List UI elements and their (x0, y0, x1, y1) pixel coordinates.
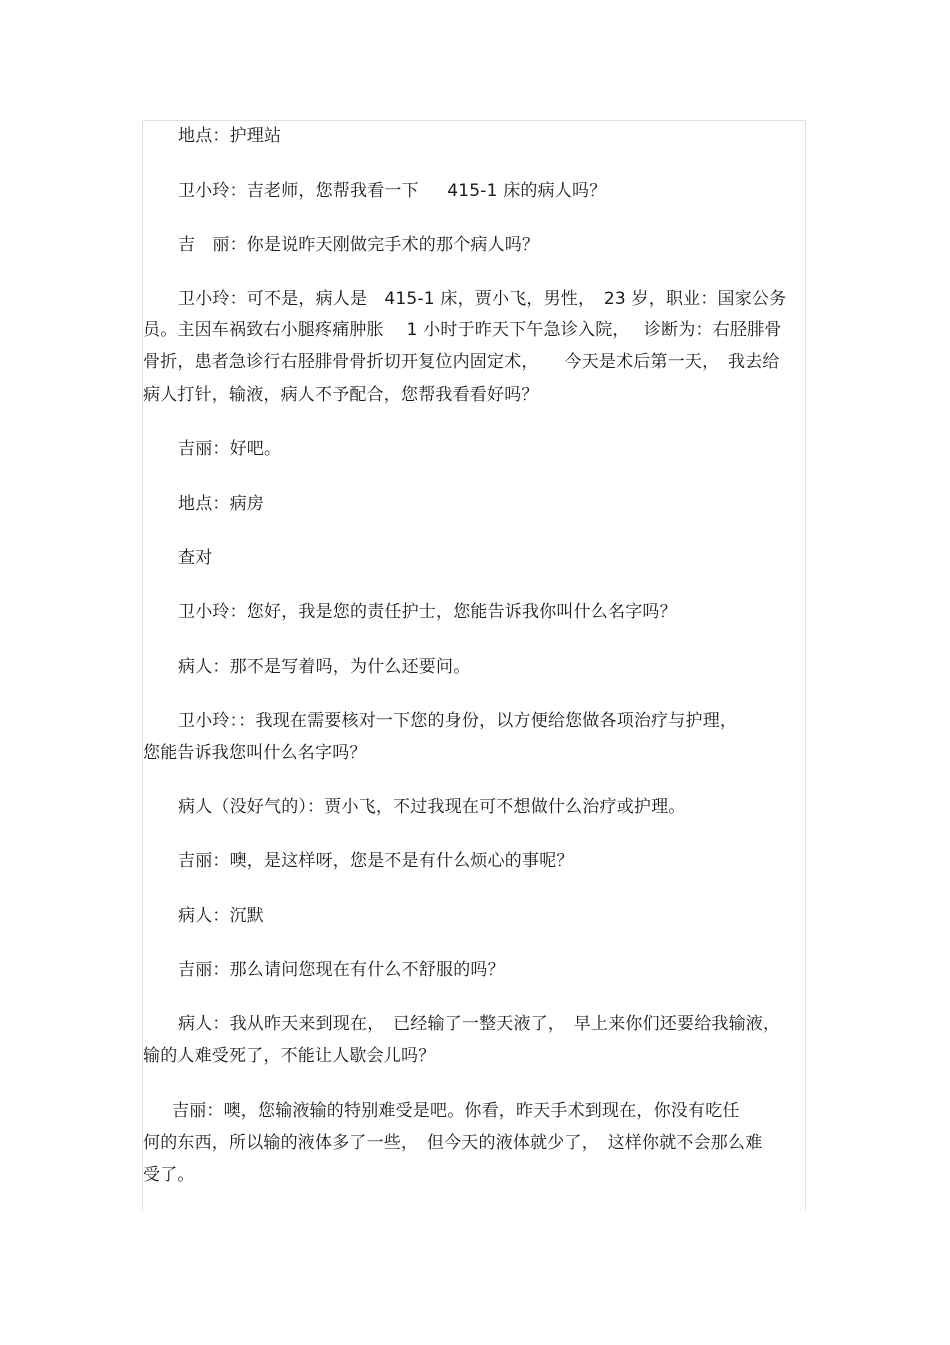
text-line: 卫小玲：可不是，病人是 415-1 床，贾小飞，男性， 23 岁，职业：国家公务 (178, 289, 787, 309)
text-line: 卫小玲：：我现在需要核对一下您的身份，以方便给您做各项治疗与护理， (178, 711, 738, 731)
text-line: 吉丽：好吧。 (178, 439, 282, 459)
text-line: 吉丽：那么请问您现在有什么不舒服的吗？ (178, 960, 505, 980)
text-line: 卫小玲：您好，我是您的责任护士，您能告诉我你叫什么名字吗？ (178, 602, 677, 622)
text-line: 输的人难受死了，不能让人歇会儿吗？ (143, 1046, 436, 1066)
text-line: 吉丽：噢，是这样呀，您是不是有什么烦心的事呢？ (178, 851, 574, 871)
text-line: 病人：我从昨天来到现在， 已经输了一整天液了， 早上来你们还要给我输液， (178, 1014, 781, 1034)
text-line: 地点：护理站 (178, 126, 282, 146)
text-line: 您能告诉我您叫什么名字吗？ (143, 743, 367, 763)
text-line: 吉 丽：你是说昨天刚做完手术的那个病人吗？ (178, 235, 540, 255)
text-line: 何的东西，所以输的液体多了一些， 但今天的液体就少了， 这样你就不会那么难 (143, 1133, 763, 1153)
text-line: 病人（没好气的）：贾小飞，不过我现在可不想做什么治疗或护理。 (178, 797, 686, 817)
text-line: 病人打针，输液，病人不予配合，您帮我看看好吗？ (143, 385, 539, 405)
text-line: 骨折，患者急诊行右胫腓骨骨折切开复位内固定术， 今天是术后第一天， 我去给 (143, 352, 780, 372)
text-line: 吉丽：噢，您输液输的特别难受是吧。你看，昨天手术到现在，你没有吃任 (172, 1101, 740, 1121)
text-line: 查对 (178, 548, 213, 568)
text-line: 病人：那不是写着吗，为什么还要问。 (178, 657, 471, 677)
text-line: 卫小玲：吉老师，您帮我看一下 415-1 床的病人吗？ (178, 181, 607, 201)
text-line: 病人：沉默 (178, 906, 264, 926)
text-line: 受了。 (143, 1165, 195, 1185)
text-line: 地点：病房 (178, 494, 264, 514)
text-line: 员。主因车祸致右小腿疼痛肿胀 1 小时于昨天下午急诊入院， 诊断为：右胫腓骨 (143, 320, 782, 340)
